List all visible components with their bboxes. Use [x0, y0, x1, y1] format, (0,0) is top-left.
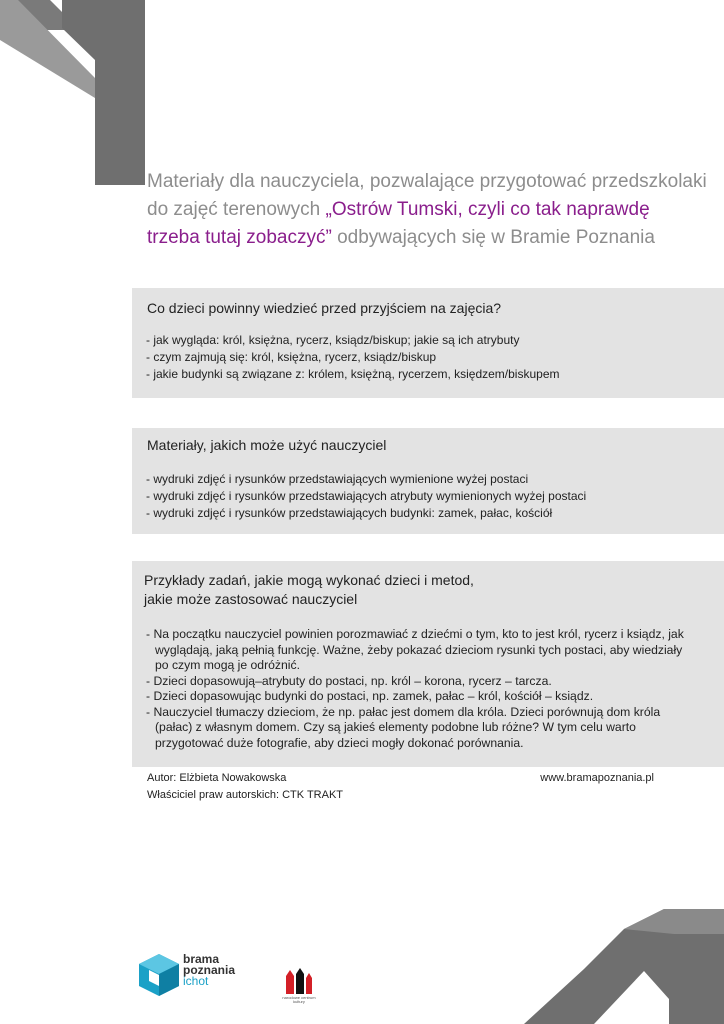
list-item: - Dzieci dopasowując budynki do postaci, np. zamek, pałac – król, kościół – ksiądz.	[146, 689, 594, 703]
title-part2: odbywających się w Bramie Poznania	[331, 227, 655, 248]
brama-logo-text	[183, 954, 235, 987]
section-tasks	[132, 561, 724, 767]
section-list	[146, 332, 559, 383]
list-item: - jak wygląda: król, księżna, rycerz, ksiądz/biskup; jakie są ich atrybuty	[146, 333, 520, 347]
brama-logo-line3: ichot	[183, 974, 209, 988]
list-item: - czym zajmują się: król, księżna, rycerz, ksiądz/biskup	[146, 350, 437, 364]
partner-caption: narodowe centrum kultury	[282, 995, 316, 1004]
list-item: - jakie budynki są związane z: królem, księżną, rycerzem, księdzem/biskupem	[146, 367, 560, 381]
list-item: - wydruki zdjęć i rysunków przedstawiających wymienione wyżej postaci	[146, 472, 529, 486]
footer-credits	[147, 770, 343, 804]
brama-poznania-logo	[137, 952, 247, 1002]
brama-logo-line1: brama	[183, 952, 220, 966]
cube-icon	[137, 952, 181, 998]
section-materials	[132, 428, 724, 534]
title-part1: Materiały dla nauczyciela, pozwalające przygotować przedszkolaki do zajęć terenowych	[147, 171, 707, 220]
decorative-shape-top	[0, 0, 145, 185]
partner-emblem-icon	[276, 966, 322, 996]
list-item: - wydruki zdjęć i rysunków przedstawiających atrybuty wymienionych wyżej postaci	[146, 489, 587, 503]
brama-logo-line2: poznania	[183, 963, 236, 977]
footer-author: Autor: Elżbieta Nowakowska	[147, 772, 287, 784]
list-item: - Dzieci dopasowują–atrybuty do postaci, np. król – korona, rycerz – tarcza.	[146, 673, 552, 688]
list-item: - Na początku nauczyciel powinien porozmawiać z dziećmi o tym, kto to jest król, rycerz i ksiądz, jak wyglądają, jaką pełnią funkcję. Ważne, żeby pokazać dzieciom rysunki tych postaci, aby wiedziały po czym mogą je odróżnić.	[146, 627, 684, 672]
section-list	[146, 471, 586, 522]
section-heading: Materiały, jakich może użyć nauczyciel	[147, 437, 387, 453]
footer-website-link[interactable]: www.bramapoznania.pl	[540, 772, 654, 784]
section-heading-line1: Przykłady zadań, jakie mogą wykonać dzieci i metod,	[144, 572, 474, 588]
list-item: - Nauczyciel tłumaczy dzieciom, że np. pałac jest domem dla króla. Dzieci porównują dom króla (pałac) z własnym domem. Czy są jakieś elementy podobne lub różne? W tym celu warto przygotować duże fotografie, aby dzieci mogły dokonać porównania.	[146, 704, 661, 750]
section-preparation	[132, 288, 724, 398]
partner-logo	[276, 966, 322, 1006]
section-list	[146, 627, 686, 751]
section-heading: Co dzieci powinny wiedzieć przed przyjściem na zajęcia?	[147, 300, 502, 316]
title-highlight: „Ostrów Tumski, czyli co tak naprawdę trzeba tutaj zobaczyć”	[147, 199, 650, 248]
footer-copyright: Właściciel praw autorskich: CTK TRAKT	[147, 789, 344, 801]
page-title	[147, 168, 707, 252]
section-heading	[144, 571, 474, 609]
decorative-shape-bottom	[524, 909, 724, 1024]
section-heading-line2: jakie może zastosować nauczyciel	[144, 591, 358, 607]
footer-website-block	[540, 770, 654, 787]
list-item: - wydruki zdjęć i rysunków przedstawiających budynki: zamek, pałac, kościół	[146, 506, 553, 520]
